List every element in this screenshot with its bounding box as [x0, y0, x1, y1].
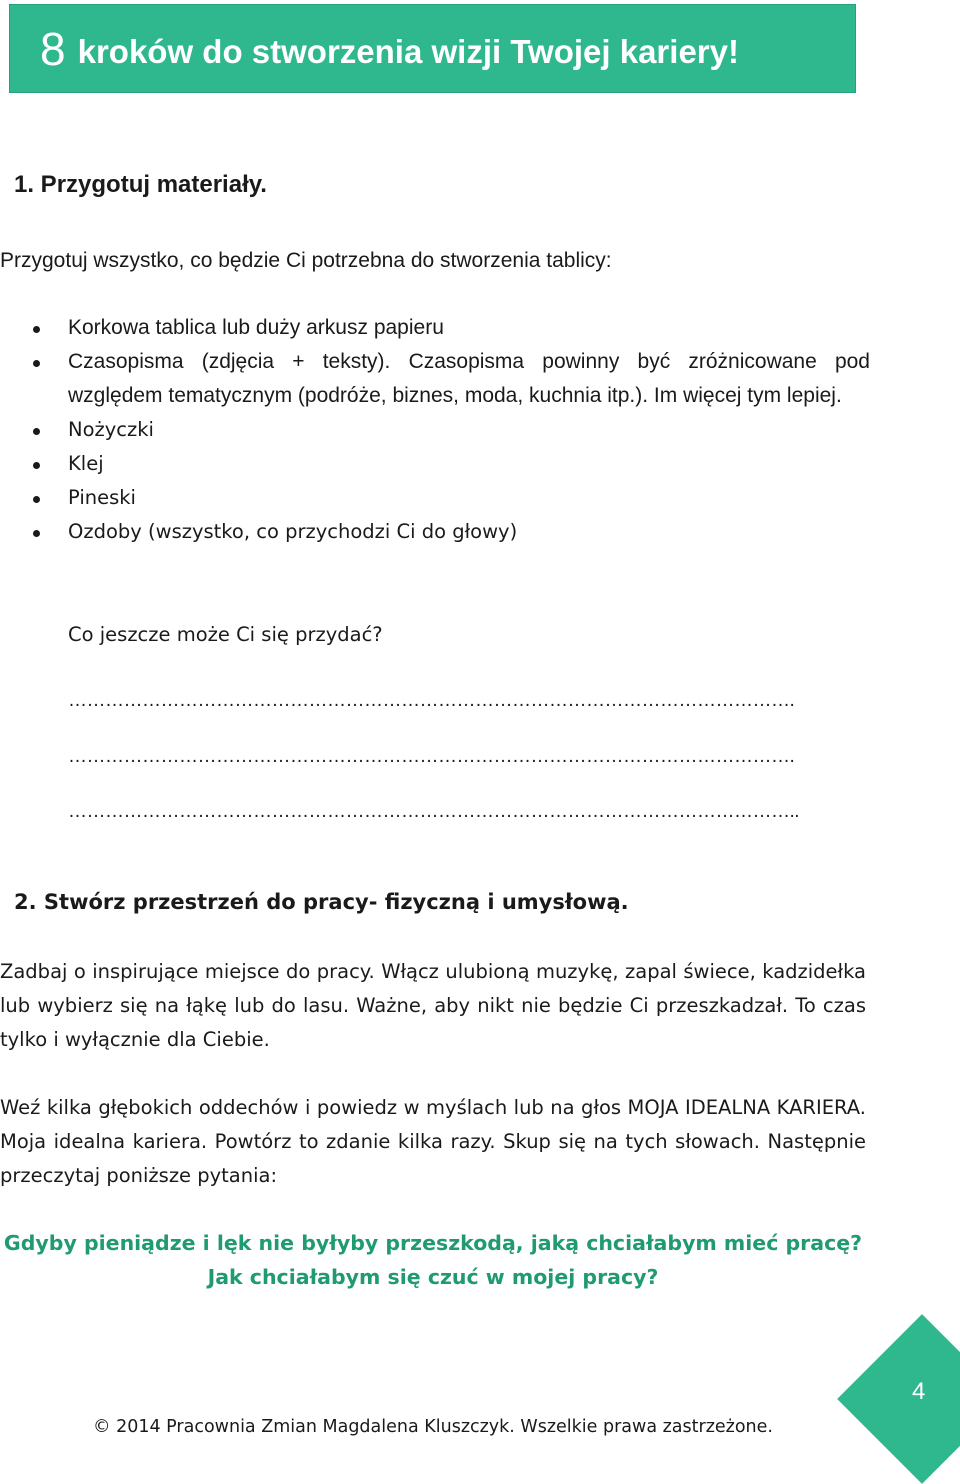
list-item: Korkowa tablica lub duży arkusz papieru	[0, 311, 870, 345]
copyright-footer: © 2014 Pracownia Zmian Magdalena Kluszczyk. Wszelkie prawa zastrzeżone.	[93, 1417, 773, 1437]
bullet-icon	[33, 496, 40, 503]
bullet-icon	[33, 326, 40, 333]
bullet-icon	[33, 360, 40, 367]
title-banner	[9, 4, 856, 93]
bullet-icon	[33, 462, 40, 469]
title-number: 8	[40, 23, 66, 75]
materials-list	[0, 311, 870, 549]
page-number: 4	[912, 1378, 926, 1405]
page-corner-decoration	[837, 1314, 960, 1484]
list-item: Nożyczki	[0, 413, 870, 447]
bullet-icon	[33, 428, 40, 435]
page-title	[40, 24, 739, 77]
blank-line-3[interactable]: ………………………………………………………………………………………………………..	[68, 802, 800, 822]
blank-line-1[interactable]: ……………………………………………………………………………………………………….	[68, 691, 795, 711]
list-item: Pineski	[0, 481, 870, 515]
step-2-paragraph-2: Weź kilka głębokich oddechów i powiedz w myślach lub na głos MOJA IDEALNA KARIERA. Moja idealna kariera. Powtórz to zdanie kilka razy. Skup się na tych słowach. Następnie przeczytaj poniższe pytania:	[0, 1096, 866, 1187]
step-2-paragraph-1: Zadbaj o inspirujące miejsce do pracy. Włącz ulubioną muzykę, zapal świece, kadzidełka lub wybierz się na łąkę lub do lasu. Ważne, aby nikt nie będzie Ci przeszkadzał. To czas tylko i wyłącznie dla Ciebie.	[0, 960, 866, 1051]
step-1-intro: Przygotuj wszystko, co będzie Ci potrzebna do stworzenia tablicy:	[0, 249, 612, 272]
list-item: Czasopisma (zdjęcia + teksty). Czasopisma powinny być zróżnicowane pod względem tematycznym (podróże, biznes, moda, kuchnia itp.). Im więcej tym lepiej.	[0, 345, 870, 413]
extra-materials-prompt: Co jeszcze może Ci się przydać?	[68, 623, 383, 646]
step-2-heading: 2. Stwórz przestrzeń do pracy- fizyczną i umysłową.	[14, 890, 629, 914]
bullet-icon	[33, 530, 40, 537]
step-1-heading: 1. Przygotuj materiały.	[14, 171, 267, 198]
reflection-question-1: Gdyby pieniądze i lęk nie byłyby przeszkodą, jaką chciałabym mieć pracę?	[3, 1231, 863, 1255]
title-text: kroków do stworzenia wizji Twojej kariery!	[77, 33, 739, 70]
blank-line-2[interactable]: ……………………………………………………………………………………………………….	[68, 747, 795, 767]
list-item: Klej	[0, 447, 870, 481]
reflection-question-2: Jak chciałabym się czuć w mojej pracy?	[207, 1265, 659, 1289]
list-item: Ozdoby (wszystko, co przychodzi Ci do głowy)	[0, 515, 870, 549]
